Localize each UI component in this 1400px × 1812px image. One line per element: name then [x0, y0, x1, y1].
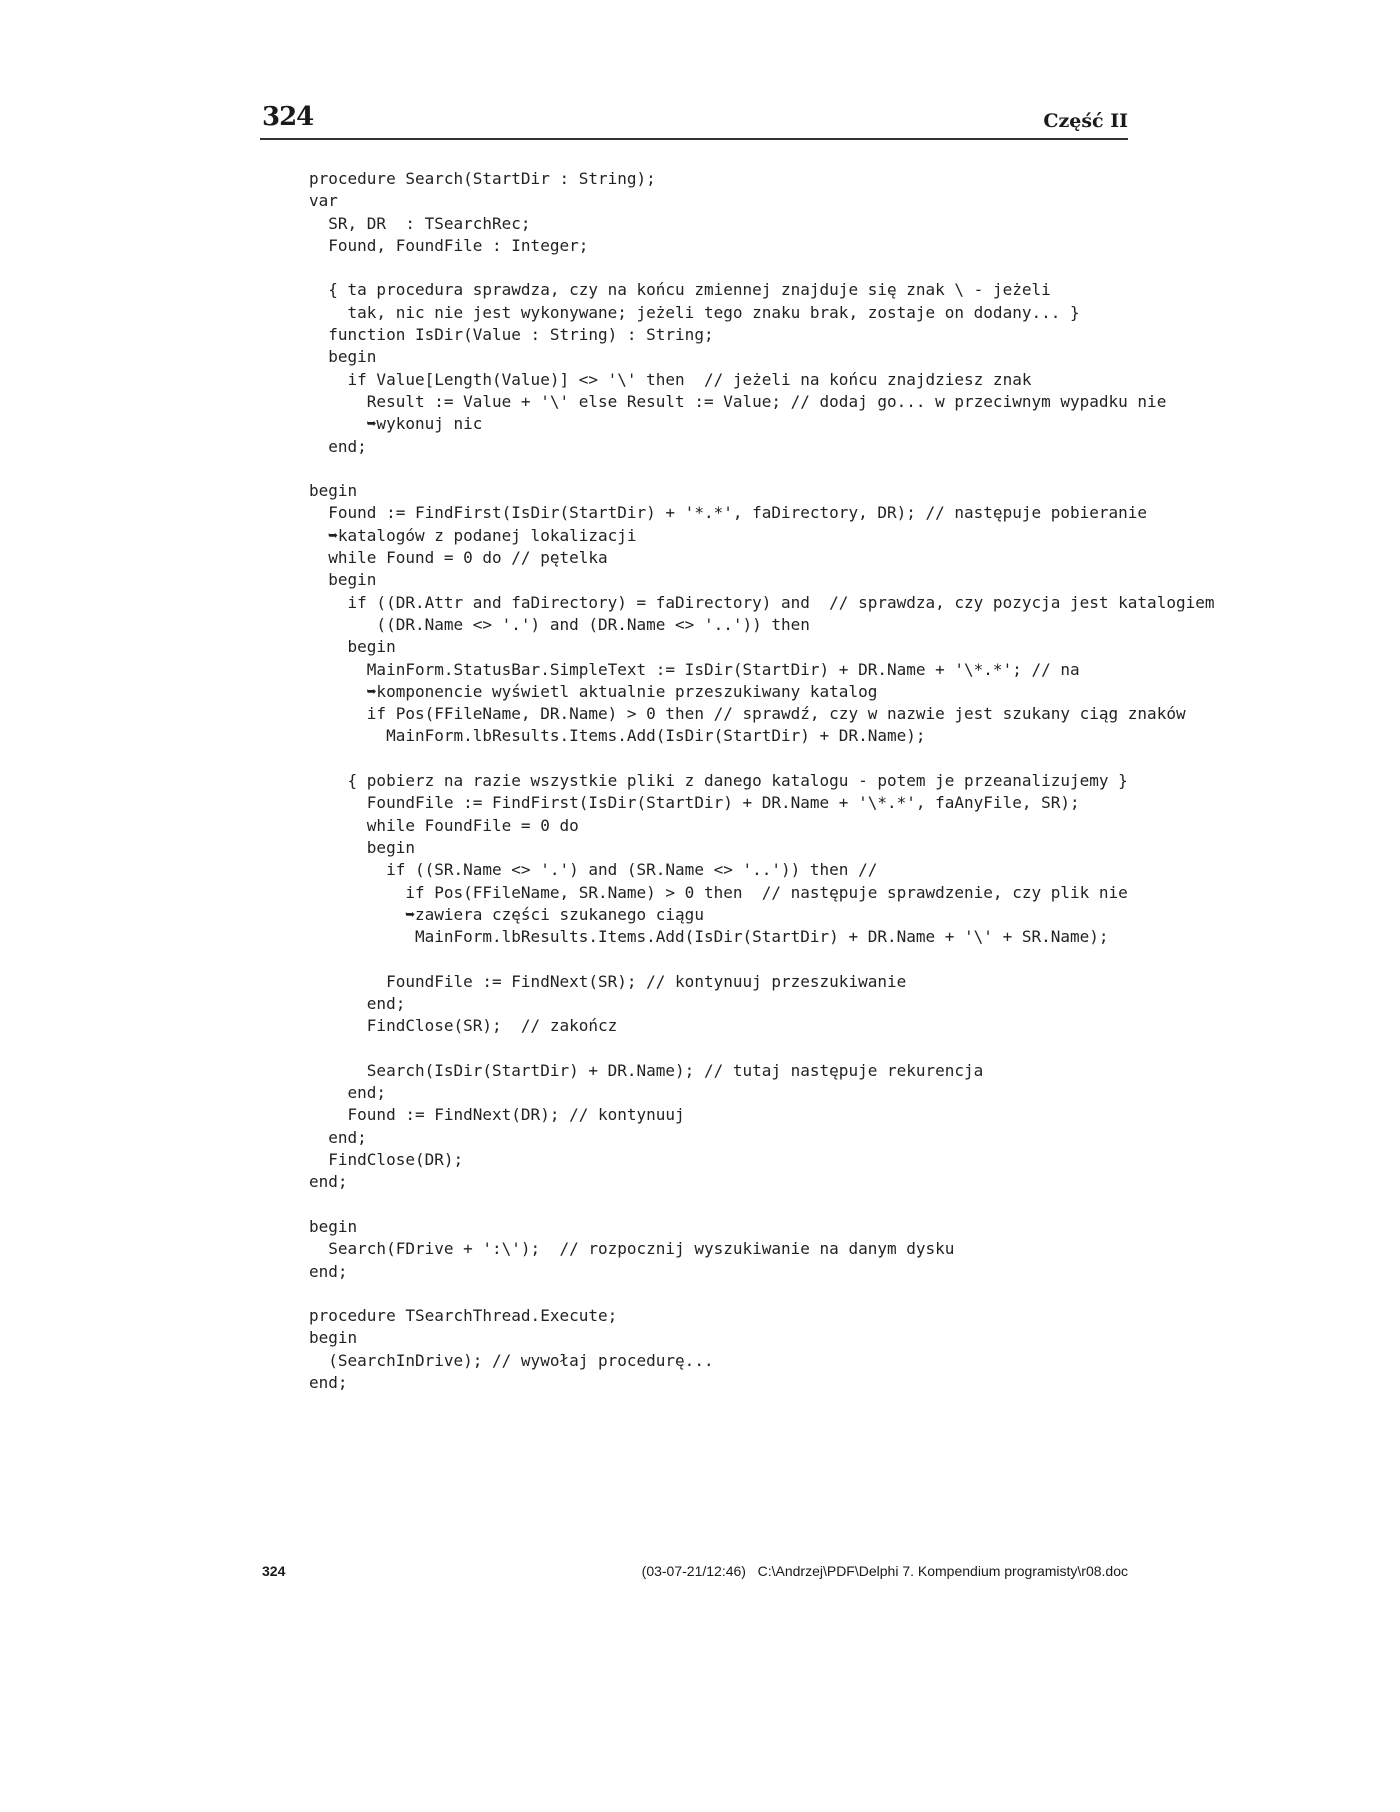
code-line: if ((SR.Name <> '.') and (SR.Name <> '..')) then // — [309, 860, 878, 880]
code-listing — [309, 168, 1214, 1394]
code-line — [309, 458, 1214, 480]
code-line: ➥wykonuj nic — [309, 414, 483, 434]
code-line: MainForm.lbResults.Items.Add(IsDir(StartDir) + DR.Name); — [309, 726, 926, 746]
code-line — [309, 748, 1214, 770]
code-line: Search(FDrive + ':\'); // rozpocznij wyszukiwanie na danym dysku — [309, 1239, 955, 1259]
code-line: begin — [309, 347, 377, 367]
code-line: while Found = 0 do // pętelka — [309, 548, 608, 568]
code-line: (SearchInDrive); // wywołaj procedurę... — [309, 1350, 714, 1370]
code-line: FoundFile := FindFirst(IsDir(StartDir) + DR.Name + '\*.*', faAnyFile, SR); — [309, 793, 1080, 813]
code-line: Result := Value + '\' else Result := Value; // dodaj go... w przeciwnym wypadku nie — [309, 391, 1167, 411]
code-line: end; — [309, 1373, 348, 1393]
header-rule — [260, 138, 1128, 140]
code-line: Search(IsDir(StartDir) + DR.Name); // tutaj następuje rekurencja — [309, 1060, 984, 1080]
code-line: end; — [309, 1172, 348, 1192]
code-line: end; — [309, 993, 406, 1013]
code-line: Found, FoundFile : Integer; — [309, 235, 589, 255]
code-line: end; — [309, 1083, 387, 1103]
footer-file-info: (03-07-21/12:46) C:\Andrzej\PDF\Delphi 7. Kompendium programisty\r08.doc — [641, 1563, 1128, 1579]
code-line: MainForm.lbResults.Items.Add(IsDir(StartDir) + DR.Name + '\' + SR.Name); — [309, 927, 1109, 947]
code-line — [309, 948, 1214, 970]
code-line: MainForm.StatusBar.SimpleText := IsDir(StartDir) + DR.Name + '\*.*'; // na — [309, 659, 1080, 679]
code-line — [309, 1283, 1214, 1305]
code-line: begin — [309, 481, 358, 501]
code-line: ➥katalogów z podanej lokalizacji — [309, 525, 637, 545]
code-line: function IsDir(Value : String) : String; — [309, 325, 714, 345]
code-line: ((DR.Name <> '.') and (DR.Name <> '..')) then — [309, 614, 810, 634]
page-number-footer: 324 — [262, 1563, 286, 1579]
code-line: end; — [309, 1261, 348, 1281]
code-line: { ta procedura sprawdza, czy na końcu zmiennej znajduje się znak \ - jeżeli — [309, 280, 1051, 300]
code-line: if Value[Length(Value)] <> '\' then // jeżeli na końcu znajdziesz znak — [309, 369, 1032, 389]
code-line: if Pos(FFileName, SR.Name) > 0 then // następuje sprawdzenie, czy plik nie — [309, 882, 1128, 902]
code-line: ➥komponencie wyświetl aktualnie przeszukiwany katalog — [309, 681, 878, 701]
code-line — [309, 1194, 1214, 1216]
code-line: ➥zawiera części szukanego ciągu — [309, 904, 704, 924]
code-line: tak, nic nie jest wykonywane; jeżeli tego znaku brak, zostaje on dodany... } — [309, 302, 1080, 322]
code-line: begin — [309, 1216, 358, 1236]
code-line — [309, 1038, 1214, 1060]
code-line: begin — [309, 1328, 358, 1348]
code-line: end; — [309, 1127, 367, 1147]
code-line: while FoundFile = 0 do — [309, 815, 579, 835]
code-line: if Pos(FFileName, DR.Name) > 0 then // sprawdź, czy w nazwie jest szukany ciąg znaków — [309, 704, 1186, 724]
code-line: begin — [309, 570, 377, 590]
page-number-header: 324 — [262, 102, 314, 132]
code-line: FoundFile := FindNext(SR); // kontynuuj przeszukiwanie — [309, 971, 907, 991]
code-line: { pobierz na razie wszystkie pliki z danego katalogu - potem je przeanalizujemy } — [309, 771, 1128, 791]
code-line — [309, 257, 1214, 279]
code-line: FindClose(DR); — [309, 1150, 464, 1170]
part-title: Część II — [1043, 110, 1128, 132]
code-line: Found := FindNext(DR); // kontynuuj — [309, 1105, 685, 1125]
code-line: procedure TSearchThread.Execute; — [309, 1306, 618, 1326]
code-line: SR, DR : TSearchRec; — [309, 213, 531, 233]
code-line: procedure Search(StartDir : String); — [309, 169, 656, 188]
code-line: if ((DR.Attr and faDirectory) = faDirectory) and // sprawdza, czy pozycja jest katalogiem — [309, 592, 1215, 612]
code-line: var — [309, 191, 338, 211]
code-line: Found := FindFirst(IsDir(StartDir) + '*.*', faDirectory, DR); // następuje pobieranie — [309, 503, 1148, 523]
code-line: begin — [309, 637, 396, 657]
code-line: FindClose(SR); // zakończ — [309, 1016, 618, 1036]
code-line: begin — [309, 837, 415, 857]
code-line: end; — [309, 436, 367, 456]
